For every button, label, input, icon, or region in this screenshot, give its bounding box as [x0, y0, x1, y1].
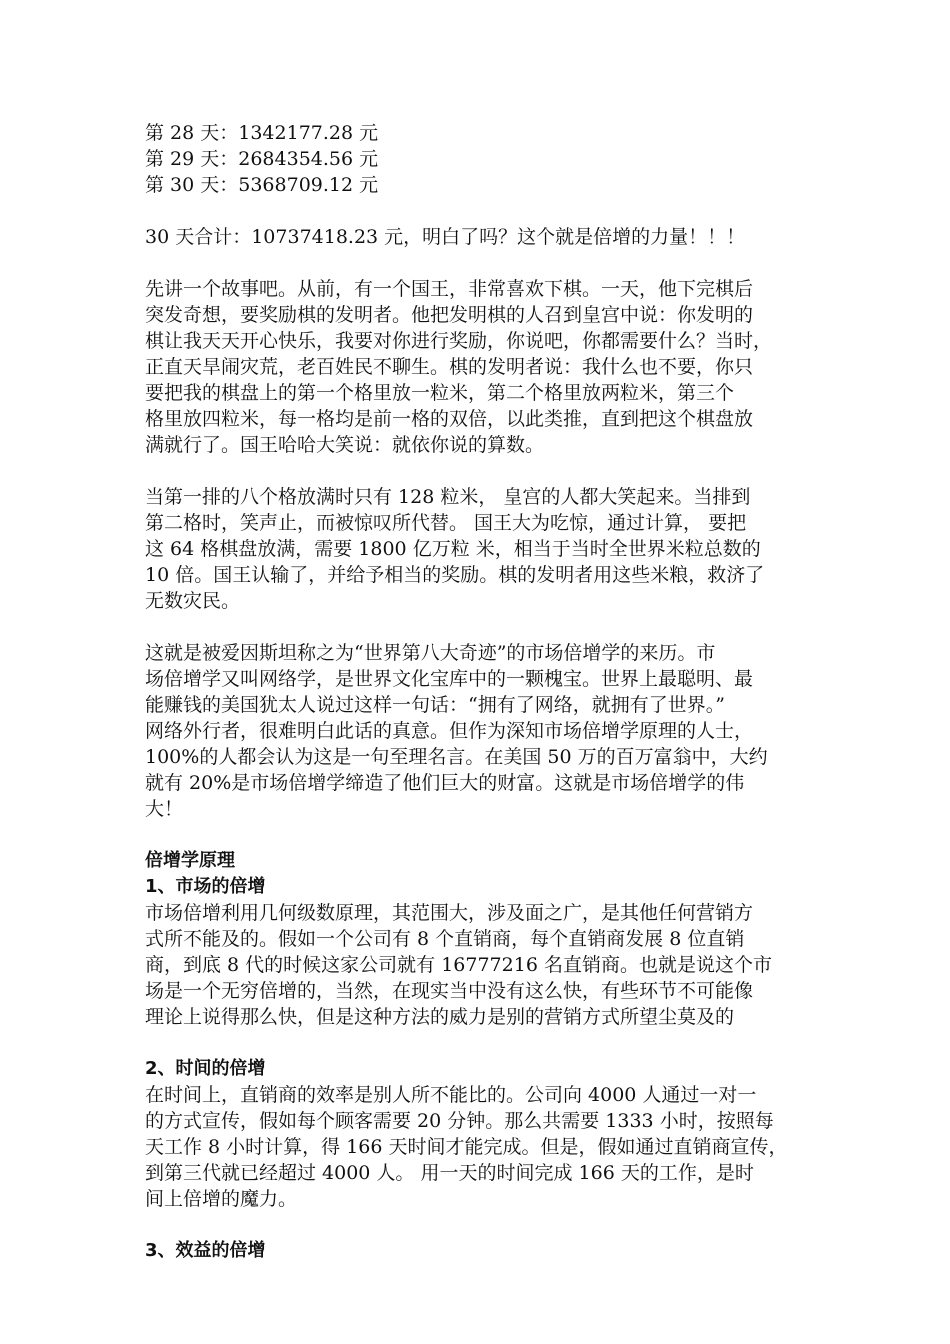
- day-28-line: 第 28 天：1342177.28 元: [145, 122, 379, 144]
- section-2-line: 间上倍增的魔力。: [145, 1188, 298, 1210]
- story-paragraph: [145, 276, 813, 458]
- document-page: [145, 120, 813, 1264]
- section-2-line: 到第三代就已经超过 4000 人。 用一天的时间完成 166 天的工作，是时: [145, 1162, 754, 1184]
- section-2-line: 在时间上，直销商的效率是别人所不能比的。公司向 4000 人通过一对一: [145, 1084, 757, 1106]
- origin-line: 网络外行者，很难明白此话的真意。但作为深知市场倍增学原理的人士，: [145, 720, 754, 742]
- story-line: 格里放四粒米，每一格均是前一格的双倍，以此类推，直到把这个棋盘放: [145, 408, 754, 430]
- result-line: 第二格时，笑声止，而被惊叹所代替。 国王大为吃惊，通过计算， 要把: [145, 512, 747, 534]
- origin-line: 就有 20%是市场倍增学缔造了他们巨大的财富。这就是市场倍增学的伟: [145, 772, 745, 794]
- story-line: 先讲一个故事吧。从前，有一个国王，非常喜欢下棋。一天，他下完棋后: [145, 278, 754, 300]
- section-1-line: 商，到底 8 代的时候这家公司就有 16777216 名直销商。也就是说这个市: [145, 954, 772, 976]
- day-29-line: 第 29 天：2684354.56 元: [145, 148, 379, 170]
- origin-paragraph: [145, 640, 813, 822]
- principle-heading: 倍增学原理: [145, 850, 235, 871]
- section-1-line: 场是一个无穷倍增的，当然，在现实当中没有这么快，有些环节不可能像: [145, 980, 754, 1002]
- day-30-line: 第 30 天：5368709.12 元: [145, 174, 379, 196]
- result-line: 这 64 格棋盘放满，需要 1800 亿万粒 米，相当于当时全世界米粒总数的: [145, 538, 761, 560]
- story-line: 棋让我天天开心快乐，我要对你进行奖励，你说吧，你都需要什么？当时，: [145, 330, 773, 352]
- result-line: 当第一排的八个格放满时只有 128 粒米， 皇宫的人都大笑起来。当排到: [145, 486, 751, 508]
- origin-line: 能赚钱的美国犹太人说过这样一句话：“拥有了网络，就拥有了世界。”: [145, 694, 725, 716]
- result-paragraph: [145, 484, 813, 614]
- section-1-body: [145, 900, 813, 1030]
- section-2-heading: 2、时间的倍增: [145, 1058, 266, 1079]
- section-2-body: [145, 1082, 813, 1212]
- section-1-line: 市场倍增利用几何级数原理，其范围大，涉及面之广，是其他任何营销方: [145, 902, 754, 924]
- story-line: 正直天旱闹灾荒，老百姓民不聊生。棋的发明者说：我什么也不要，你只: [145, 356, 754, 378]
- section-2-line: 天工作 8 小时计算，得 166 天时间才能完成。但是，假如通过直销商宣传，: [145, 1136, 788, 1158]
- section-1-line: 理论上说得那么快，但是这种方法的威力是别的营销方式所望尘莫及的: [145, 1006, 735, 1028]
- section-1-heading: 1、市场的倍增: [145, 876, 266, 897]
- daily-amounts: [145, 120, 813, 198]
- result-line: 10 倍。国王认输了，并给予相当的奖励。棋的发明者用这些米粮，救济了: [145, 564, 765, 586]
- origin-line: 场倍增学又叫网络学，是世界文化宝库中的一颗槐宝。世界上最聪明、最: [145, 668, 754, 690]
- origin-line: 这就是被爱因斯坦称之为“世界第八大奇迹”的市场倍增学的来历。市: [145, 642, 716, 664]
- section-3-heading: 3、效益的倍增: [145, 1240, 266, 1261]
- total-line: 30 天合计：10737418.23 元，明白了吗？这个就是倍增的力量！！！: [145, 226, 746, 248]
- story-line: 满就行了。国王哈哈大笑说：就依你说的算数。: [145, 434, 545, 456]
- origin-line: 大！: [145, 798, 184, 820]
- result-line: 无数灾民。: [145, 590, 241, 612]
- story-line: 突发奇想，要奖励棋的发明者。他把发明棋的人召到皇宫中说：你发明的: [145, 304, 754, 326]
- section-2-line: 的方式宣传，假如每个顾客需要 20 分钟。那么共需要 1333 小时，按照每: [145, 1110, 774, 1132]
- section-1-line: 式所不能及的。假如一个公司有 8 个直销商，每个直销商发展 8 位直销: [145, 928, 745, 950]
- story-line: 要把我的棋盘上的第一个格里放一粒米，第二个格里放两粒米，第三个: [145, 382, 735, 404]
- origin-line: 100%的人都会认为这是一句至理名言。在美国 50 万的百万富翁中，大约: [145, 746, 768, 768]
